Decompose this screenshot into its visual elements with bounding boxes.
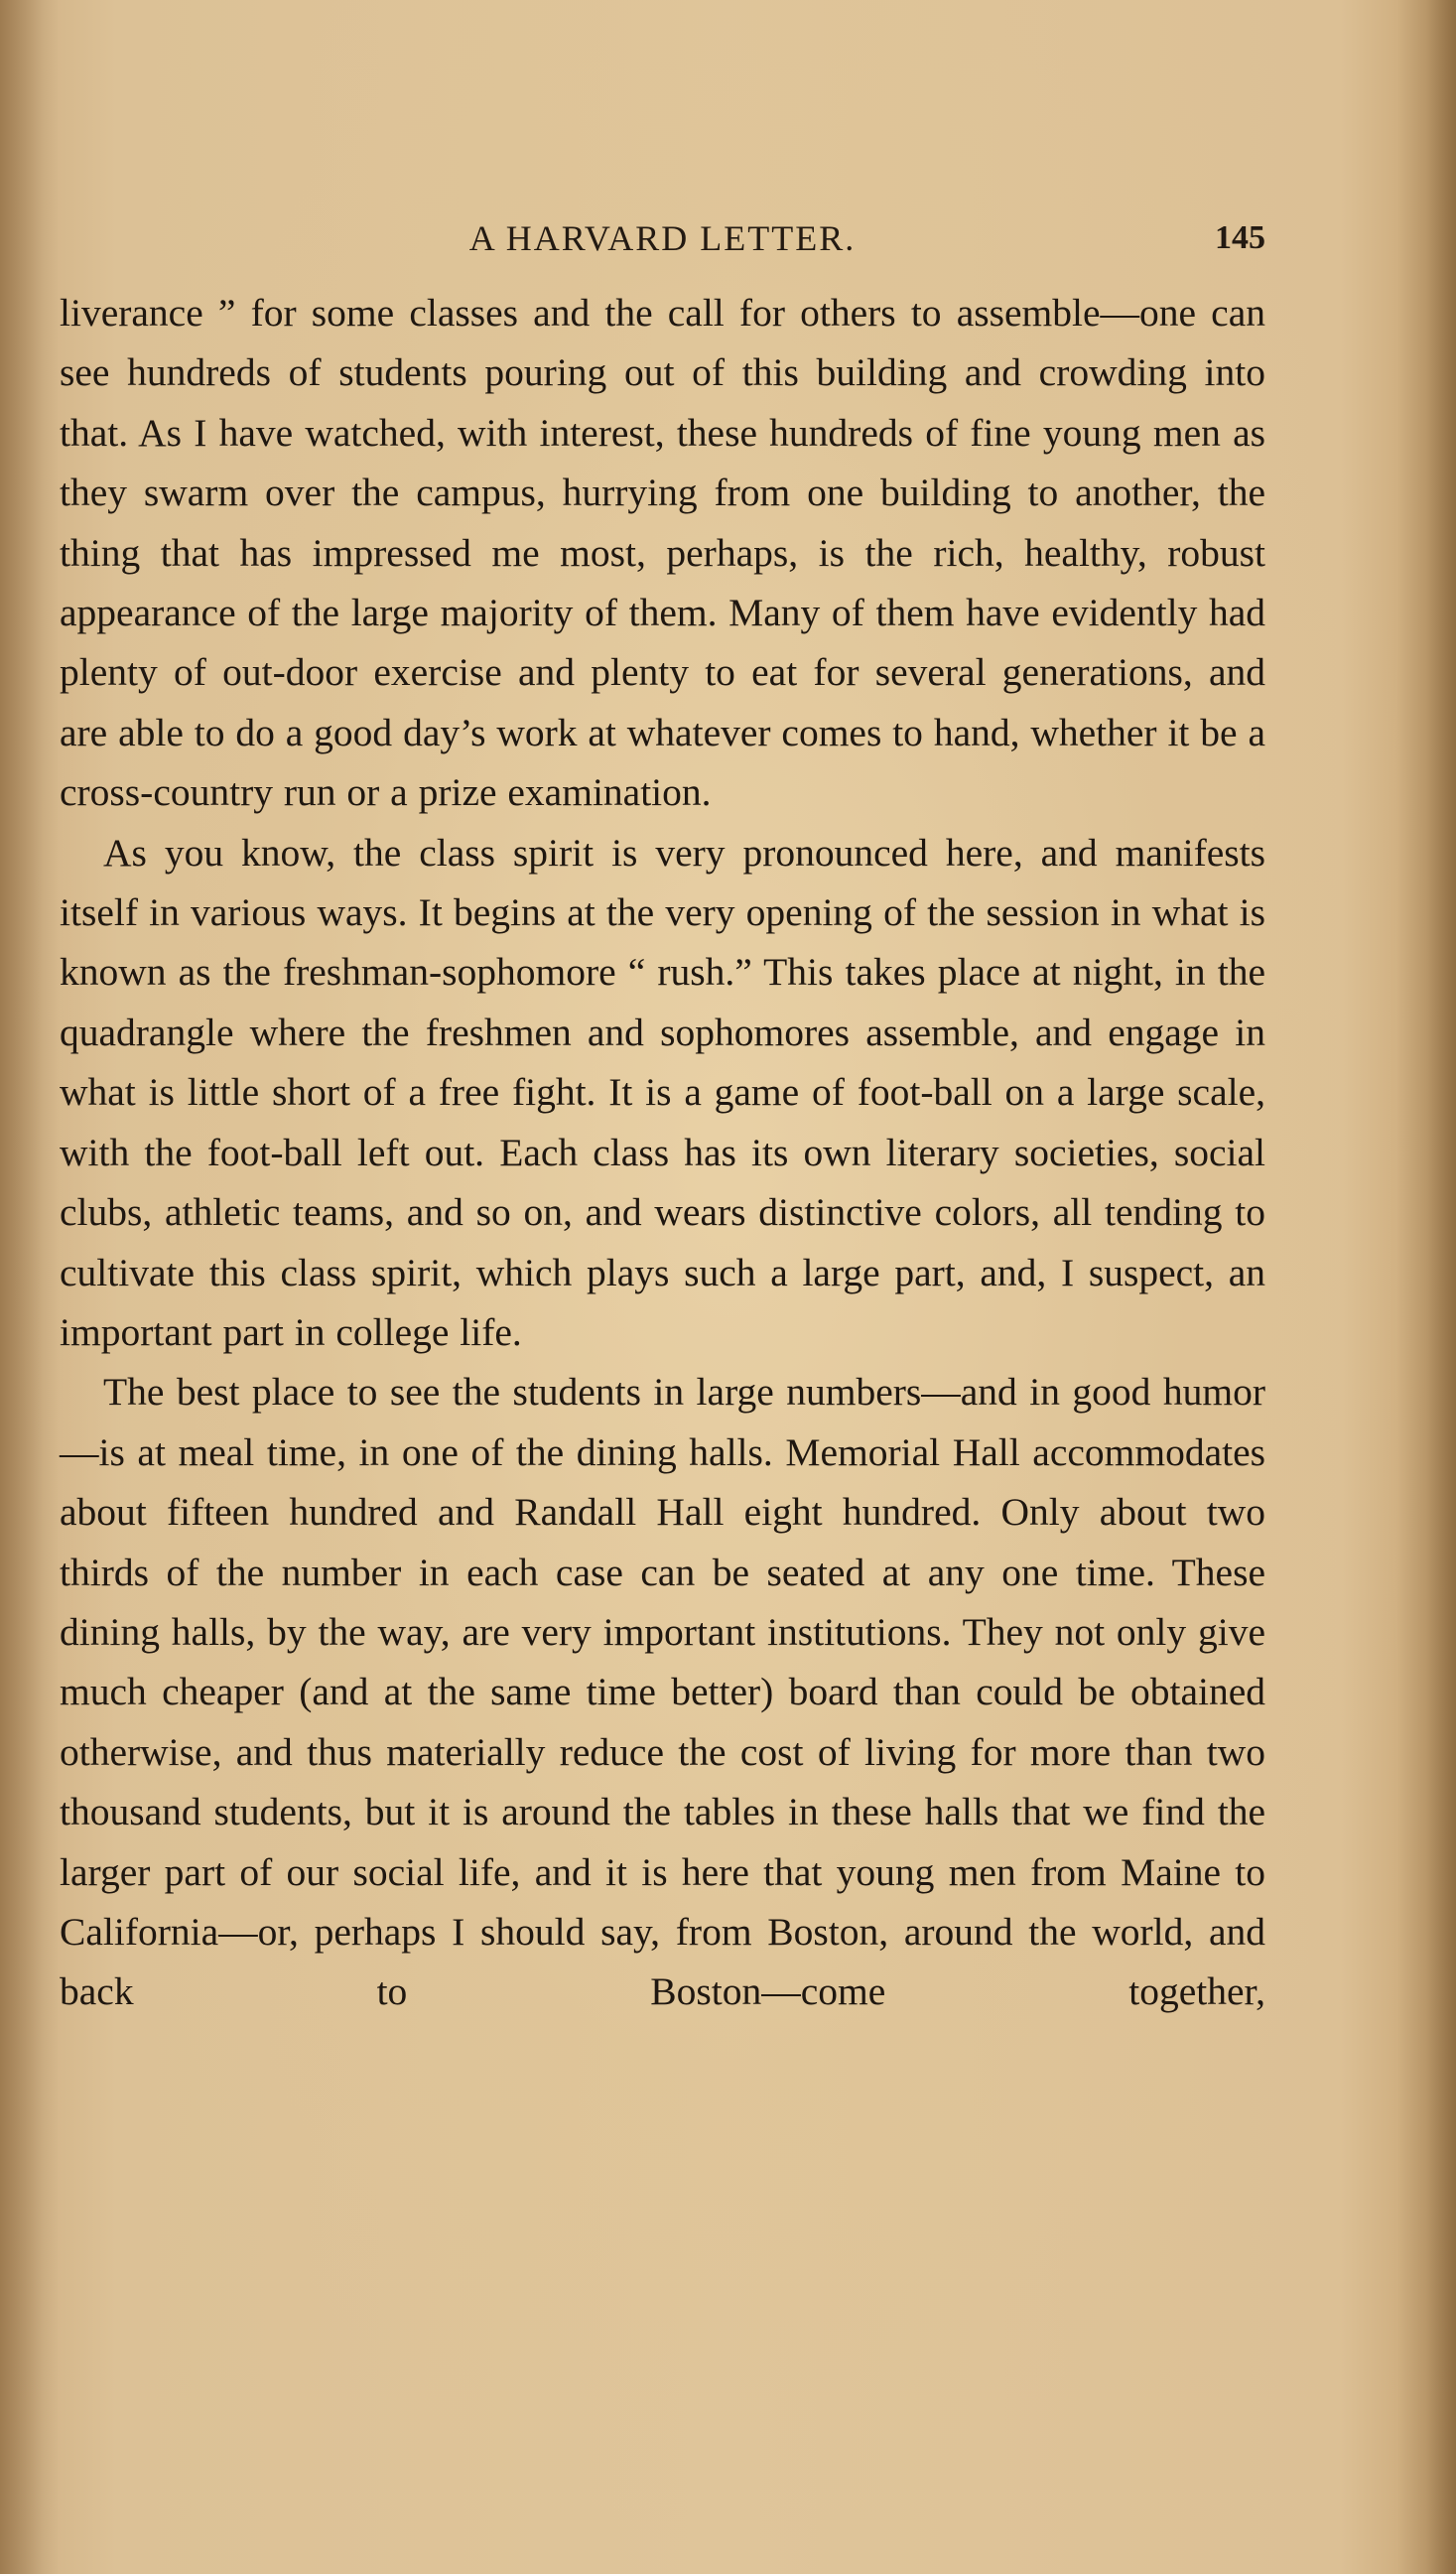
body-text xyxy=(60,283,1265,2022)
running-head xyxy=(60,210,1265,266)
running-head-title: A HARVARD LETTER. xyxy=(468,218,857,258)
left-page-shadow xyxy=(0,0,60,2574)
paragraph-continued: liverance ” for some classes and the call for others to assemble—one can see hundreds of students pouring out of this building and crowding into that. As I have watched, with interest, these hundreds of fine young men as they swarm over the campus, hurrying from one building to another, the thing that has impressed me most, perhaps, is the rich, healthy, robust appearance of the large majority of them. Many of them have evidently had plenty of out-door exercise and plenty to eat for several generations, and are able to do a good day’s work at whatever comes to hand, whether it be a cross-country run or a prize examination. xyxy=(60,291,1265,815)
page-number: 145 xyxy=(1215,219,1265,256)
paragraph-class-spirit: As you know, the class spirit is very pronounced here, and manifests itself in various ways. It begins at the very opening of the session in what is known as the freshman-sophomore “ rush.” This takes place at night, in the quadrangle where the freshmen and sophomores assemble, and engage in what is little short of a free fight. It is a game of foot-ball on a large scale, with the foot-ball left out. Each class has its own literary societies, social clubs, athletic teams, and so on, and wears distinctive colors, all tending to cultivate this class spirit, which plays such a large part, and, I suspect, an important part in college life. xyxy=(60,830,1265,1354)
right-page-shadow xyxy=(1396,0,1456,2574)
paragraph-dining-halls: The best place to see the students in large numbers—and in good humor—is at meal time, in one of the dining halls. Memorial Hall accommodates about fifteen hundred and Randall Hall eight hundred. Only about two thirds of the number in each case can be seated at any one time. These dining halls, by the way, are very important institutions. They not only give much cheaper (and at the same time better) board than could be obtained otherwise, and thus materially reduce the cost of living for more than two thousand students, but it is around the tables in these halls that we find the larger part of our social life, and it is here that young men from Maine to California—or, perhaps I should say, from Boston, around the world, and back to Boston—come together, xyxy=(60,1370,1265,2014)
